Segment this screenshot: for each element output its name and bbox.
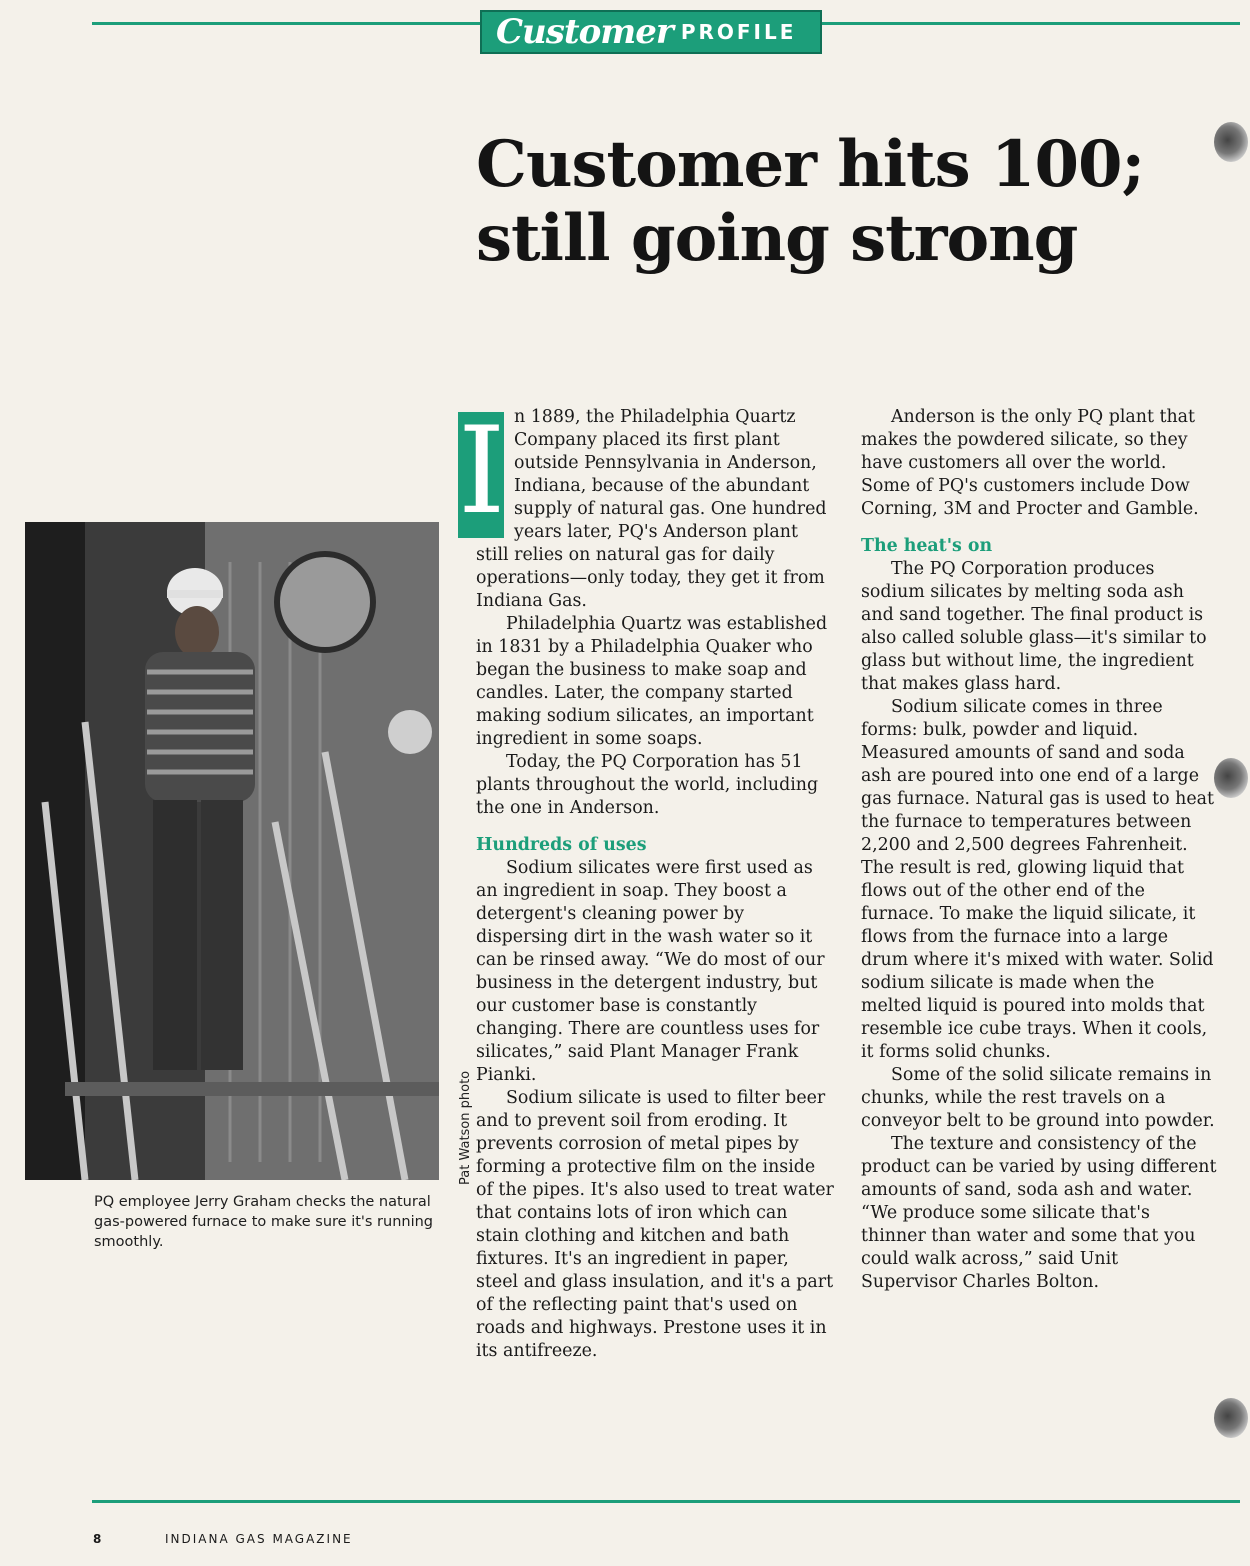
paragraph: Philadelphia Quartz was established in 1831 by a Philadelphia Quaker who began the business to make soap and candles. Later, the company started making sodium silicates, an important ingredient in some soaps. bbox=[476, 614, 828, 749]
paragraph: n 1889, the Philadelphia Quartz Company placed its first plant outside Pennsylvania in Anderson, Indiana, because of the abundant supply of natural gas. One hundred years later, PQ's Anderson plant still relies on natural gas for daily operations—only today, they get it from Indiana Gas. bbox=[476, 407, 827, 611]
article-headline: Customer hits 100; still going strong bbox=[476, 127, 1145, 276]
article-column-2 bbox=[861, 406, 1217, 1294]
banner-script-word: Customer bbox=[496, 12, 673, 52]
paragraph: Sodium silicate comes in three forms: bulk, powder and liquid. Measured amounts of sand and soda ash are poured into one end of a large gas furnace. Natural gas is used to heat the furnace to temperatures between 2,200 and 2,500 degrees Fahrenheit. The result is red, glowing liquid that flows out of the other end of the furnace. To make the liquid silicate, it flows from the furnace into a large drum where it's mixed with water. Solid sodium silicate is made when the melted liquid is poured into molds that resemble ice cube trays. When it cools, it forms solid chunks. bbox=[861, 697, 1214, 1062]
paragraph: Some of the solid silicate remains in chunks, while the rest travels on a conveyor belt to be ground into powder. bbox=[861, 1065, 1215, 1131]
banner-caps-word: PROFILE bbox=[680, 20, 797, 44]
bottom-rule bbox=[92, 1500, 1240, 1503]
photo-credit: Pat Watson photo bbox=[458, 1070, 473, 1185]
magazine-name: INDIANA GAS MAGAZINE bbox=[165, 1532, 353, 1546]
drop-cap: I bbox=[458, 402, 506, 541]
paragraph: Sodium silicate is used to filter beer and to prevent soil from eroding. It prevents corrosion of metal pipes by forming a protective film on the inside of the pipes. It's also used to treat water that contains lots of iron which can stain clothing and kitchen and bath fixtures. It's an ingredient in paper, steel and glass insulation, and it's a part of the reflecting paint that's used on roads and highways. Prestone uses it in its antifreeze. bbox=[476, 1088, 834, 1361]
subheading-hundreds-of-uses: Hundreds of uses bbox=[476, 835, 647, 855]
photo-caption: PQ employee Jerry Graham checks the natural gas-powered furnace to make sure it's running smoothly. bbox=[94, 1194, 434, 1250]
binder-hole bbox=[1214, 1398, 1248, 1438]
section-banner bbox=[480, 10, 822, 54]
paragraph: The texture and consistency of the product can be varied by using different amounts of sand, soda ash and water. “We produce some silicate that's thinner than water and some that you could walk across,” said Unit Supervisor Charles Bolton. bbox=[861, 1134, 1217, 1292]
binder-hole bbox=[1214, 122, 1248, 162]
paragraph: Sodium silicates were first used as an ingredient in soap. They boost a detergent's cleaning power by dispersing dirt in the wash water so it can be rinsed away. “We do most of our business in the detergent industry, but our customer base is constantly changing. There are countless uses for silicates,” said Plant Manager Frank Pianki. bbox=[476, 858, 825, 1085]
furnace-worker-photo bbox=[25, 522, 439, 1180]
subheading-heats-on: The heat's on bbox=[861, 536, 993, 556]
paragraph: The PQ Corporation produces sodium silicates by melting soda ash and sand together. The final product is also called soluble glass—it's similar to glass but without lime, the ingredient that makes glass hard. bbox=[861, 559, 1207, 694]
page-number: 8 bbox=[93, 1532, 102, 1546]
binder-hole bbox=[1214, 758, 1248, 798]
photo-illustration bbox=[25, 522, 439, 1180]
paragraph: Today, the PQ Corporation has 51 plants throughout the world, including the one in Anderson. bbox=[476, 752, 819, 818]
paragraph: Anderson is the only PQ plant that makes the powdered silicate, so they have customers all over the world. Some of PQ's customers include Dow Corning, 3M and Procter and Gamble. bbox=[861, 407, 1199, 519]
